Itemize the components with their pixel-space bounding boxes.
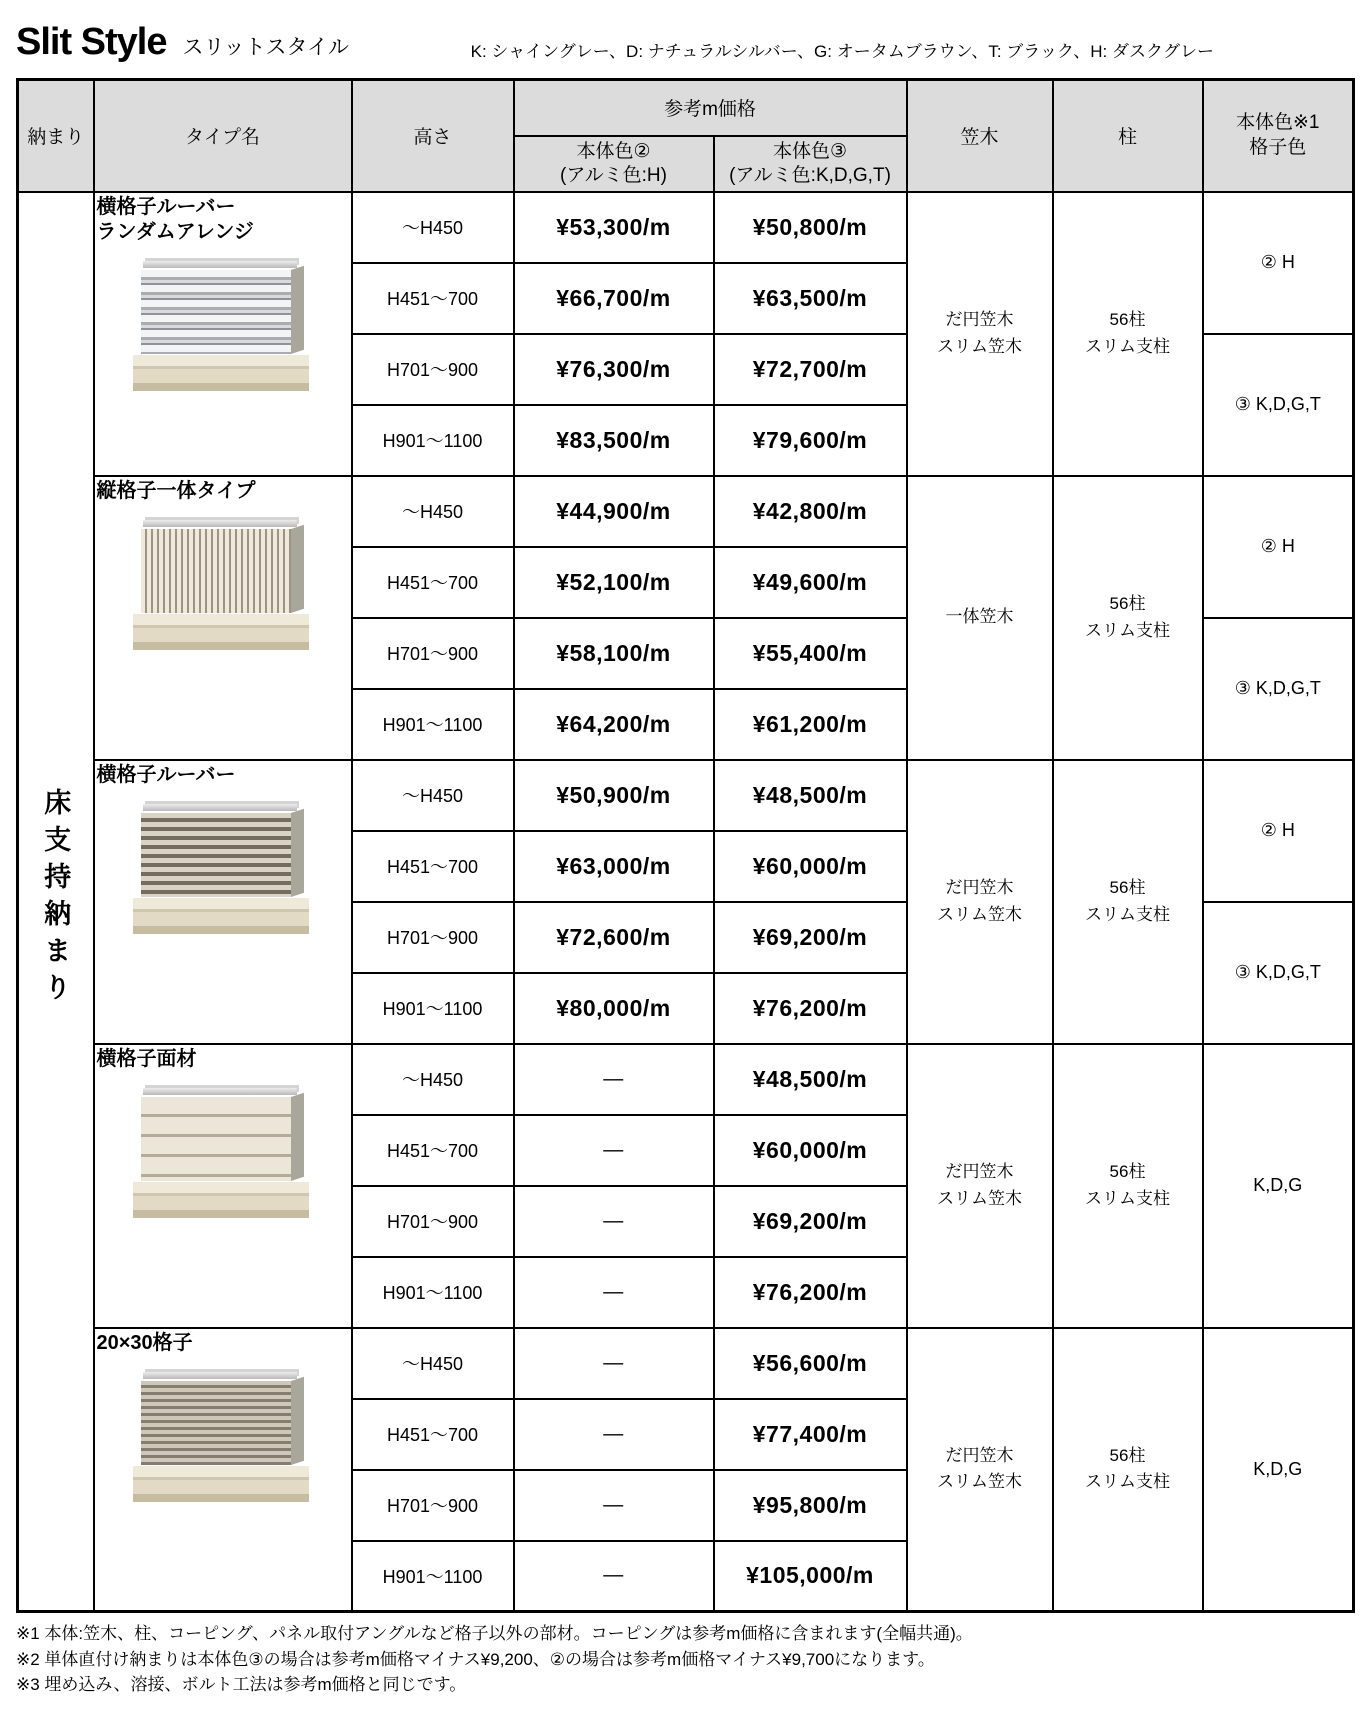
- kasagi-cell: だ円笠木 スリム笠木: [907, 1328, 1053, 1612]
- header-height: 高さ: [352, 80, 514, 192]
- color-cell: K,D,G: [1203, 1044, 1354, 1328]
- price2-cell: ¥44,900/m: [514, 476, 714, 547]
- height-cell: H901〜1100: [352, 973, 514, 1044]
- price2-cell: ¥53,300/m: [514, 192, 714, 263]
- header-body-color: 本体色※1 格子色: [1203, 80, 1354, 192]
- header-price-color3: 本体色③ (アルミ色:K,D,G,T): [714, 136, 907, 192]
- kasagi-cell: 一体笠木: [907, 476, 1053, 760]
- price3-cell: ¥56,600/m: [714, 1328, 907, 1399]
- price2-cell: ¥80,000/m: [514, 973, 714, 1044]
- price2-cell: ¥76,300/m: [514, 334, 714, 405]
- pillar-cell: 56柱 スリム支柱: [1053, 760, 1203, 1044]
- kasagi-cell: だ円笠木 スリム笠木: [907, 1044, 1053, 1328]
- table-row: [18, 476, 1354, 547]
- price2-cell: ¥66,700/m: [514, 263, 714, 334]
- product-name: 横格子面材: [96, 1047, 197, 1070]
- price2-cell: ¥83,500/m: [514, 405, 714, 476]
- price3-cell: ¥42,800/m: [714, 476, 907, 547]
- pillar-cell: 56柱 スリム支柱: [1053, 1328, 1203, 1612]
- title-bar: [16, 12, 1352, 64]
- price3-cell: ¥69,200/m: [714, 902, 907, 973]
- product-name: 20×30格子: [96, 1331, 193, 1354]
- header-pillar: 柱: [1053, 80, 1203, 192]
- kasagi-cell: だ円笠木 スリム笠木: [907, 760, 1053, 1044]
- height-cell: 〜H450: [352, 1328, 514, 1399]
- product-cell: [94, 760, 352, 1044]
- price3-cell: ¥72,700/m: [714, 334, 907, 405]
- price2-cell: —: [514, 1399, 714, 1470]
- product-name-line2: ランダムアレンジ: [96, 220, 254, 243]
- title-english: Slit Style: [16, 21, 167, 63]
- price3-cell: ¥105,000/m: [714, 1541, 907, 1612]
- product-cell: [94, 1044, 352, 1328]
- color-cell-top: ② H: [1203, 760, 1354, 902]
- height-cell: H451〜700: [352, 263, 514, 334]
- price2-cell: ¥64,200/m: [514, 689, 714, 760]
- footnote-1: ※1 本体:笠木、柱、コーピング、パネル取付アングルなど格子以外の部材。コーピングは参考m価格に含まれます(全幅共通)。: [16, 1624, 973, 1643]
- price2-cell: ¥58,100/m: [514, 618, 714, 689]
- price3-cell: ¥76,200/m: [714, 973, 907, 1044]
- footnote-3: ※3 埋め込み、溶接、ボルト工法は参考m価格と同じです。: [16, 1675, 467, 1694]
- price2-cell: —: [514, 1328, 714, 1399]
- color-code-legend: K: シャイングレー、D: ナチュラルシルバー、G: オータムブラウン、T: ブラック、H: ダスクグレー: [470, 42, 1214, 61]
- price3-cell: ¥50,800/m: [714, 192, 907, 263]
- row-group-label: 床支持納まり: [40, 787, 71, 1010]
- price3-cell: ¥95,800/m: [714, 1470, 907, 1541]
- height-cell: H901〜1100: [352, 405, 514, 476]
- height-cell: H451〜700: [352, 831, 514, 902]
- table-row: [18, 1328, 1354, 1399]
- title-japanese: スリットスタイル: [182, 36, 350, 59]
- pillar-cell: 56柱 スリム支柱: [1053, 1044, 1203, 1328]
- color-cell-bottom: ③ K,D,G,T: [1203, 618, 1354, 760]
- page-title: [16, 21, 349, 64]
- product-image-horizontal-louver: [127, 794, 319, 942]
- color-cell-bottom: ③ K,D,G,T: [1203, 334, 1354, 476]
- price2-cell: —: [514, 1186, 714, 1257]
- product-cell: [94, 192, 352, 476]
- price3-cell: ¥79,600/m: [714, 405, 907, 476]
- header-price-group: 参考m価格: [514, 80, 907, 136]
- table-row: [18, 192, 1354, 263]
- row-group-cell: [18, 192, 94, 1612]
- height-cell: 〜H450: [352, 192, 514, 263]
- price3-cell: ¥48,500/m: [714, 760, 907, 831]
- price2-cell: ¥63,000/m: [514, 831, 714, 902]
- header-osamari: 納まり: [18, 80, 94, 192]
- price3-cell: ¥49,600/m: [714, 547, 907, 618]
- table-header-row: [18, 80, 1354, 136]
- price-table: [16, 78, 1355, 1613]
- price3-cell: ¥48,500/m: [714, 1044, 907, 1115]
- height-cell: H451〜700: [352, 1399, 514, 1470]
- header-price-color2: 本体色② (アルミ色:H): [514, 136, 714, 192]
- price2-cell: —: [514, 1044, 714, 1115]
- price3-cell: ¥61,200/m: [714, 689, 907, 760]
- footnote-2: ※2 単体直付け納まりは本体色③の場合は参考m価格マイナス¥9,200、②の場合は参考m価格マイナス¥9,700になります。: [16, 1649, 935, 1669]
- price3-cell: ¥76,200/m: [714, 1257, 907, 1328]
- price2-cell: —: [514, 1541, 714, 1612]
- header-kasagi: 笠木: [907, 80, 1053, 192]
- price3-cell: ¥63,500/m: [714, 263, 907, 334]
- price2-cell: ¥52,100/m: [514, 547, 714, 618]
- height-cell: H701〜900: [352, 334, 514, 405]
- height-cell: H701〜900: [352, 1470, 514, 1541]
- price3-cell: ¥55,400/m: [714, 618, 907, 689]
- price2-cell: ¥72,600/m: [514, 902, 714, 973]
- height-cell: H901〜1100: [352, 689, 514, 760]
- product-image-horizontal-louver-random: [127, 251, 319, 399]
- price2-cell: —: [514, 1470, 714, 1541]
- product-name: 横格子ルーバー: [96, 763, 236, 786]
- height-cell: H701〜900: [352, 902, 514, 973]
- price2-cell: —: [514, 1115, 714, 1186]
- price3-cell: ¥69,200/m: [714, 1186, 907, 1257]
- price2-cell: ¥50,900/m: [514, 760, 714, 831]
- height-cell: H451〜700: [352, 1115, 514, 1186]
- price3-cell: ¥60,000/m: [714, 1115, 907, 1186]
- color-cell-top: ② H: [1203, 192, 1354, 334]
- height-cell: H451〜700: [352, 547, 514, 618]
- footnotes: [16, 1621, 1352, 1698]
- product-image-20x30-lattice: [127, 1362, 319, 1510]
- table-row: [18, 760, 1354, 831]
- height-cell: 〜H450: [352, 760, 514, 831]
- product-image-vertical-slat-integrated: [127, 510, 319, 658]
- color-cell-top: ② H: [1203, 476, 1354, 618]
- product-cell: [94, 476, 352, 760]
- table-row: [18, 1044, 1354, 1115]
- height-cell: H901〜1100: [352, 1257, 514, 1328]
- height-cell: H901〜1100: [352, 1541, 514, 1612]
- height-cell: 〜H450: [352, 1044, 514, 1115]
- height-cell: 〜H450: [352, 476, 514, 547]
- product-cell: [94, 1328, 352, 1612]
- pillar-cell: 56柱 スリム支柱: [1053, 476, 1203, 760]
- header-type-name: タイプ名: [94, 80, 352, 192]
- product-name: 横格子ルーバー: [96, 195, 236, 218]
- product-image-horizontal-panel: [127, 1078, 319, 1226]
- height-cell: H701〜900: [352, 1186, 514, 1257]
- product-name: 縦格子一体タイプ: [96, 479, 256, 502]
- price2-cell: —: [514, 1257, 714, 1328]
- color-cell-bottom: ③ K,D,G,T: [1203, 902, 1354, 1044]
- price3-cell: ¥60,000/m: [714, 831, 907, 902]
- price3-cell: ¥77,400/m: [714, 1399, 907, 1470]
- color-cell: K,D,G: [1203, 1328, 1354, 1612]
- kasagi-cell: だ円笠木 スリム笠木: [907, 192, 1053, 476]
- pillar-cell: 56柱 スリム支柱: [1053, 192, 1203, 476]
- height-cell: H701〜900: [352, 618, 514, 689]
